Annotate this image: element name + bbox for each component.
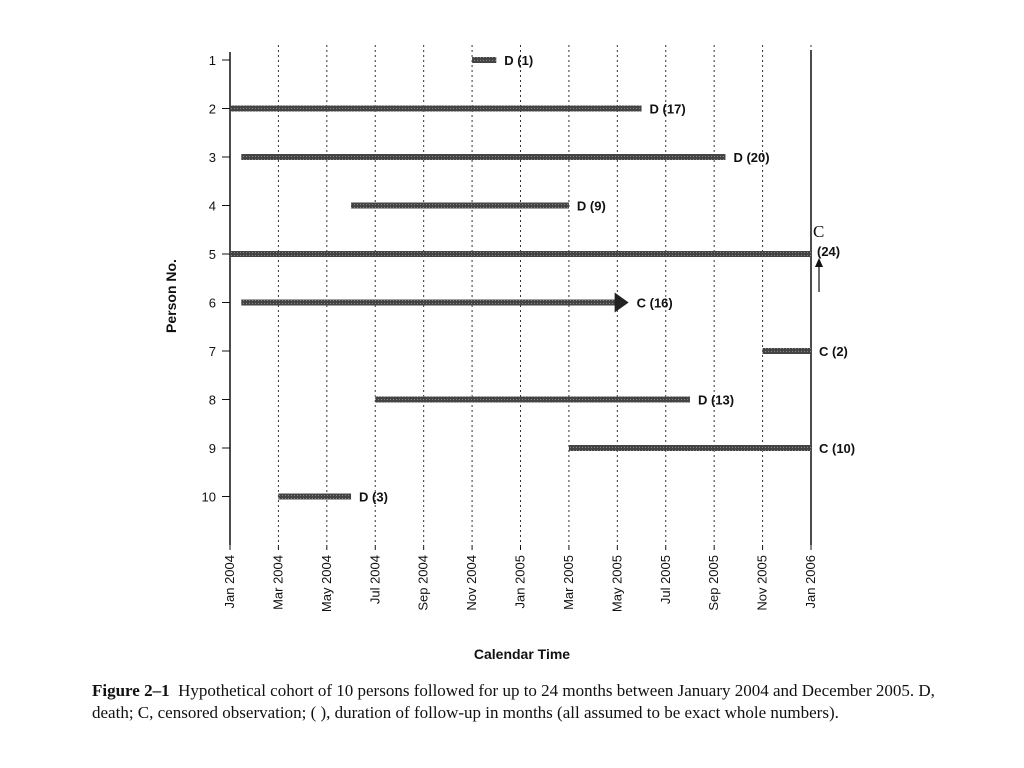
y-tick-label: 4: [208, 198, 216, 214]
y-tick-label: 10: [201, 489, 216, 505]
y-tick-label: 1: [208, 53, 216, 68]
x-tick-label: May 2005: [609, 555, 625, 613]
bar-label: D (3): [359, 489, 388, 505]
bar-label: C (10): [819, 441, 856, 456]
bar-label: D (9): [576, 198, 606, 214]
figure-caption: [92, 680, 952, 724]
followup-bar: [351, 203, 569, 209]
y-tick-label: 2: [208, 101, 216, 117]
followup-bar: [375, 397, 690, 403]
y-tick-label: 7: [208, 344, 216, 359]
bar-label: D (13): [697, 392, 735, 408]
x-tick-label: Jul 2005: [657, 555, 673, 605]
followup-bar: [278, 494, 351, 500]
y-tick-label: 8: [208, 392, 216, 408]
y-tick-label: 6: [208, 295, 216, 311]
followup-bar: [241, 300, 616, 306]
bar-label: C: [813, 222, 825, 241]
followup-bar: [472, 57, 496, 63]
x-tick-label: Jan 2005: [512, 555, 528, 609]
followup-bar: [230, 106, 642, 112]
y-axis-title: Person No.: [163, 259, 179, 333]
figure-label: Figure 2–1: [92, 681, 170, 700]
x-tick-label: Jan 2006: [803, 555, 818, 609]
x-tick-label: Sep 2004: [415, 555, 431, 611]
y-tick-label: 9: [208, 441, 216, 456]
x-tick-label: Jul 2004: [367, 555, 383, 605]
x-tick-label: Nov 2005: [754, 555, 770, 611]
x-tick-label: Sep 2005: [706, 555, 722, 611]
x-tick-label: Mar 2005: [560, 555, 576, 610]
bar-label: (24): [817, 244, 841, 259]
followup-bar: [763, 348, 811, 354]
y-tick-label: 5: [208, 247, 216, 262]
followup-bar: [230, 251, 811, 257]
bar-label: D (1): [504, 53, 534, 68]
bar-label: C (2): [819, 344, 848, 359]
x-axis-title: Calendar Time: [473, 646, 571, 662]
bar-label: C (16): [636, 295, 673, 311]
bar-labels: [359, 53, 855, 505]
x-tick-label: May 2004: [318, 555, 334, 613]
followup-bar: [241, 154, 725, 160]
caption-text: Hypothetical cohort of 10 persons followed for up to 24 months between January 2004 and December 2005. D, death; C, censored observation; ( ), duration of follow-up in months (all assumed to be exact whole numbers).: [92, 681, 935, 722]
followup-bars: [230, 57, 811, 500]
x-tick-label: Jan 2004: [222, 555, 237, 609]
axes: [202, 50, 818, 612]
censor-arrow-icon: [615, 293, 629, 313]
x-tick-label: Nov 2004: [464, 555, 480, 611]
bar-label: D (20): [733, 150, 770, 165]
y-tick-label: 3: [208, 150, 216, 165]
censor-up-arrowhead-icon: [815, 258, 823, 267]
followup-bar: [569, 445, 811, 451]
vertical-gridlines: [278, 45, 811, 545]
x-tick-label: Mar 2004: [270, 555, 286, 610]
bar-label: D (17): [649, 101, 686, 117]
